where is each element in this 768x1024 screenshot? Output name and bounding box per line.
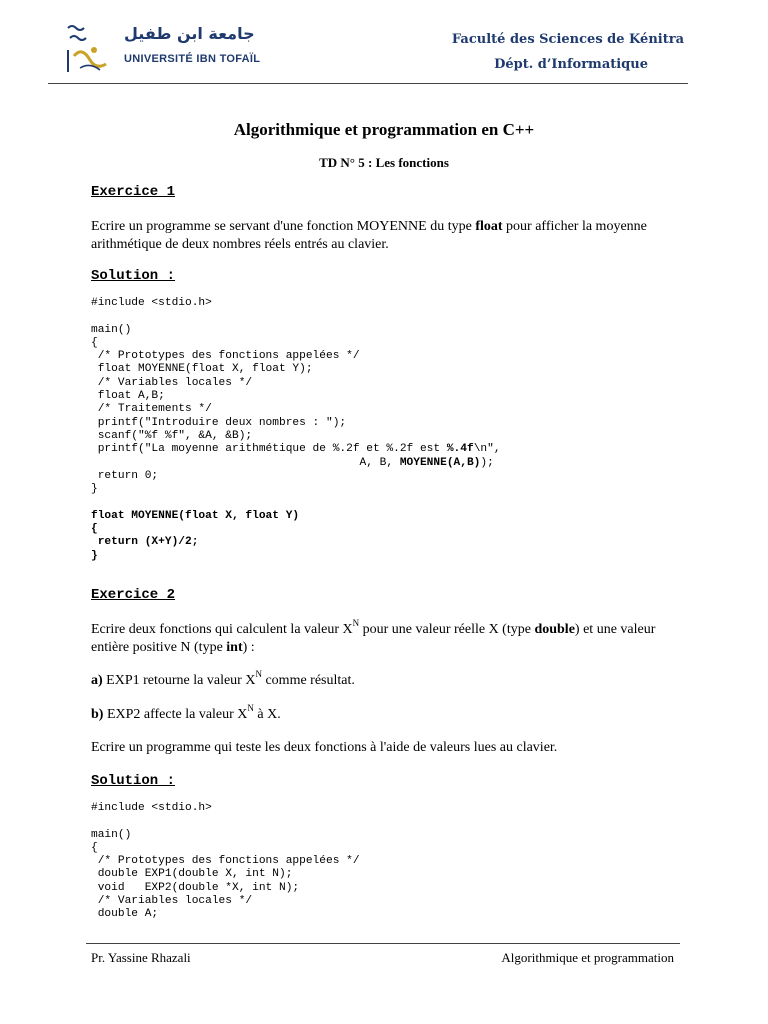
code-line: /* Traitements */ bbox=[91, 403, 212, 416]
solution1-heading: Solution : bbox=[91, 268, 176, 284]
solution2-code-block bbox=[91, 802, 360, 922]
code-line: float A,B; bbox=[91, 390, 165, 403]
exercise2-p1-b: pour une valeur réelle X (type bbox=[359, 622, 535, 637]
code-line: void EXP2(double *X, int N); bbox=[91, 881, 300, 894]
solution1-code-block bbox=[91, 297, 501, 563]
exercise1-statement bbox=[91, 218, 691, 254]
code-line: A, B, MOYENNE(A,B)); bbox=[91, 456, 494, 469]
document-title: Algorithmique et programmation en C++ bbox=[233, 120, 535, 139]
code-line: { bbox=[91, 336, 98, 349]
code-line: main() bbox=[91, 828, 132, 841]
logo-arabic-text: جامعة ابن طفيل bbox=[124, 24, 255, 43]
exercise2-item-b bbox=[91, 703, 691, 724]
exercise2-item-a-sup: N bbox=[255, 669, 262, 680]
footer-course: Algorithmique et programmation bbox=[501, 950, 674, 965]
code-line bbox=[91, 815, 360, 828]
code-line: } bbox=[91, 483, 98, 496]
university-logo bbox=[60, 20, 261, 80]
code-line: /* Variables locales */ bbox=[91, 895, 253, 908]
code-emphasis: MOYENNE(A,B) bbox=[399, 456, 481, 469]
code-line: /* Prototypes des fonctions appelées */ bbox=[91, 855, 360, 868]
exercise2-closing-text: Ecrire un programme qui teste les deux fonctions à l'aide de valeurs lues au clavier. bbox=[91, 740, 558, 755]
code-line: /* Variables locales */ bbox=[91, 376, 253, 389]
exercise2-item-b-end: à X. bbox=[253, 707, 281, 722]
code-line: } bbox=[91, 549, 98, 562]
document-subtitle: TD N° 5 : Les fonctions bbox=[319, 155, 449, 170]
code-line: /* Prototypes des fonctions appelées */ bbox=[91, 350, 360, 363]
code-line: float MOYENNE(float X, float Y) bbox=[91, 509, 300, 522]
code-line: printf("La moyenne arithmétique de %.2f et %.2f est %.4f\n", bbox=[91, 443, 501, 456]
logo-latin-text: UNIVERSITÉ IBN TOFAÏL bbox=[124, 53, 261, 65]
code-line: printf("Introduire deux nombres : "); bbox=[91, 416, 347, 429]
code-line: return (X+Y)/2; bbox=[91, 536, 199, 549]
code-line: { bbox=[91, 841, 98, 854]
exercise2-p1-c: ) et une valeur entière positive N (type bbox=[91, 622, 656, 655]
code-line bbox=[91, 310, 501, 323]
footer-divider bbox=[86, 943, 680, 944]
exercise2-item-a-end: comme résultat. bbox=[261, 673, 355, 688]
department-name: Dépt. d’Informatique bbox=[494, 57, 648, 72]
code-line: #include <stdio.h> bbox=[91, 802, 212, 814]
exercise2-p1-sup: N bbox=[352, 618, 360, 629]
code-line: scanf("%f %f", &A, &B); bbox=[91, 429, 253, 442]
exercise1-text-after: pour afficher la moyenne arithmétique de deux nombres réels entrés au clavier. bbox=[91, 219, 647, 252]
header-divider bbox=[48, 83, 688, 84]
exercise2-heading: Exercice 2 bbox=[91, 587, 176, 603]
university-emblem-icon bbox=[60, 20, 118, 78]
code-line: return 0; bbox=[91, 469, 159, 482]
exercise2-item-b-text: EXP2 affecte la valeur X bbox=[103, 707, 248, 722]
code-line: #include <stdio.h> bbox=[91, 297, 212, 309]
exercise2-p1-d: ) : bbox=[242, 640, 255, 655]
exercise2-p1-a: Ecrire deux fonctions qui calculent la valeur X bbox=[91, 622, 353, 637]
exercise1-text-bold: float bbox=[475, 219, 503, 234]
exercise2-item-b-label: b) bbox=[91, 707, 104, 722]
code-line: main() bbox=[91, 323, 132, 336]
exercise2-p1-bold-double: double bbox=[534, 622, 575, 637]
faculty-name: Faculté des Sciences de Kénitra bbox=[451, 32, 684, 47]
exercise2-item-a bbox=[91, 669, 691, 690]
footer-author: Pr. Yassine Rhazali bbox=[91, 950, 191, 965]
code-line bbox=[91, 496, 501, 509]
exercise2-item-a-label: a) bbox=[91, 673, 103, 688]
exercise2-p1-bold-int: int bbox=[226, 640, 243, 655]
solution2-heading: Solution : bbox=[91, 773, 176, 789]
code-line: float MOYENNE(float X, float Y); bbox=[91, 363, 313, 376]
exercise2-item-a-text: EXP1 retourne la valeur X bbox=[102, 673, 256, 688]
exercise2-statement bbox=[91, 618, 691, 657]
code-emphasis: %.4f bbox=[446, 443, 474, 456]
code-line: double EXP1(double X, int N); bbox=[91, 868, 293, 881]
code-line: double A; bbox=[91, 908, 159, 921]
code-line: { bbox=[91, 523, 98, 536]
exercise1-text-before: Ecrire un programme se servant d'une fonction MOYENNE du type bbox=[91, 219, 476, 234]
exercise1-heading: Exercice 1 bbox=[91, 184, 176, 200]
exercise2-item-b-sup: N bbox=[247, 703, 254, 714]
